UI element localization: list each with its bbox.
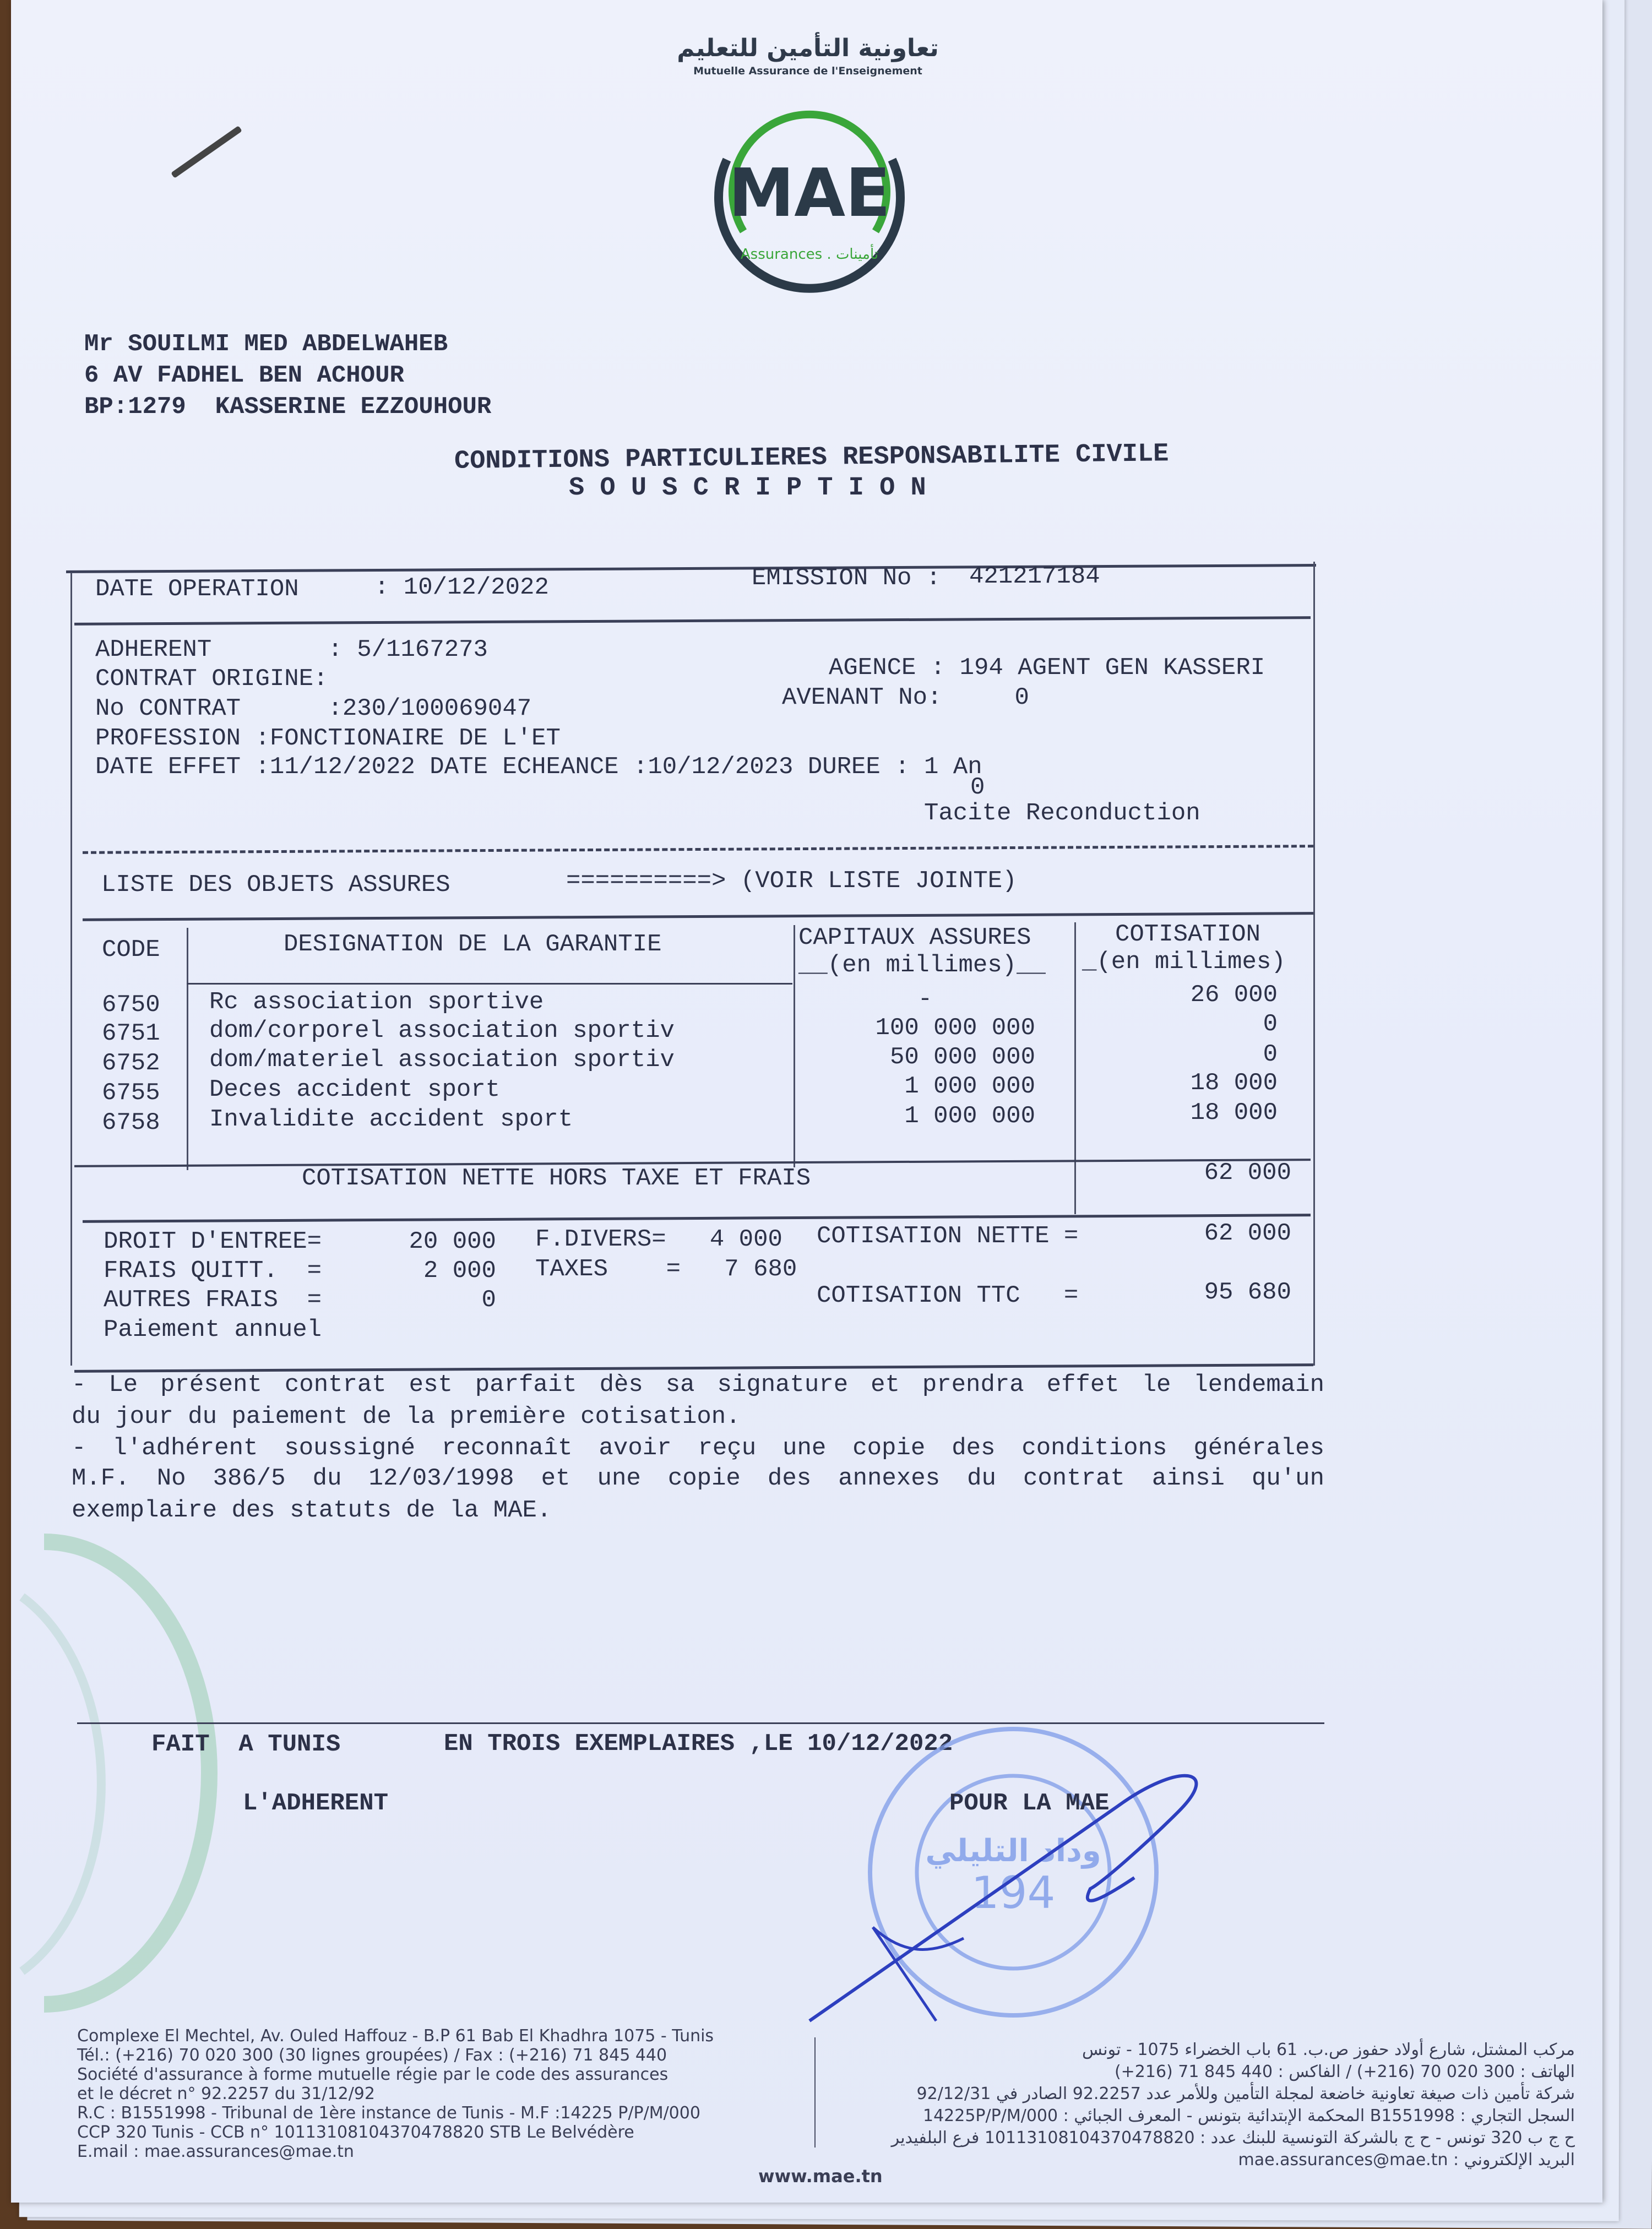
net-hors-taxe-label: COTISATION NETTE HORS TAXE ET FRAIS — [302, 1165, 811, 1192]
header-designation: DESIGNATION DE LA GARANTIE — [284, 931, 662, 958]
row-designation: Deces accident sport — [209, 1076, 501, 1103]
footer-bank-ar: ح ج ب 320 تونس - ح ج بالشركة التونسية للبنك عدد : 10113108104370478820 فرع البلفيدير — [891, 2128, 1575, 2148]
stamp-name: وداد التليلي — [925, 1833, 1101, 1869]
clause-line: M.F. No 386/5 du 12/03/1998 et une copie des annexes du contrat ainsi qu'un — [72, 1465, 1324, 1492]
objets-label: LISTE DES OBJETS ASSURES — [101, 871, 450, 899]
col-divider — [794, 925, 795, 1167]
droit-entree: DROIT D'ENTREE= 20 000 — [104, 1228, 496, 1255]
footer-legal: Société d'assurance à forme mutuelle régie par le code des assurances — [77, 2065, 669, 2084]
pour-la-mae-label: POUR LA MAE — [949, 1790, 1110, 1817]
org-name-arabic: تعاونية التأمين للتعليم — [677, 34, 939, 62]
header-cotisation: COTISATION — [1115, 921, 1261, 948]
recipient-po-box: BP:1279 KASSERINE EZZOUHOUR — [84, 393, 492, 421]
no-contrat-field: No CONTRAT :230/100069047 — [95, 695, 532, 722]
clause-line: - Le présent contrat est parfait dès sa signature et prendra effet le lendemain — [72, 1371, 1324, 1399]
recipient-address: 6 AV FADHEL BEN ACHOUR — [84, 362, 404, 389]
row-code: 6758 — [102, 1109, 160, 1137]
frais-quitt: FRAIS QUITT. = 2 000 — [104, 1257, 496, 1285]
fait-a-tunis: FAIT A TUNIS — [151, 1731, 341, 1758]
row-code: 6751 — [102, 1020, 160, 1047]
dates-field: DATE EFFET :11/12/2022 DATE ECHEANCE :10/12/2023 DUREE : 1 An — [95, 753, 982, 781]
row-cotisation: 18 000 — [1190, 1099, 1278, 1127]
clause-line: - l'adhérent soussigné reconnaît avoir reçu une copie des conditions générales — [72, 1434, 1324, 1462]
row-cotisation: 18 000 — [1190, 1069, 1278, 1097]
row-designation: dom/materiel association sportiv — [209, 1046, 675, 1074]
autres-frais: AUTRES FRAIS = 0 — [104, 1286, 496, 1314]
watermark-arcs — [11, 1531, 220, 2026]
website-link[interactable]: www.mae.tn — [758, 2166, 883, 2187]
row-capitaux: 1 000 000 — [904, 1102, 1035, 1130]
row-capitaux: 100 000 000 — [875, 1014, 1035, 1042]
row-code: 6750 — [102, 991, 160, 1019]
footer-legal-ar: شركة تأمين ذات صيغة تعاونية خاضعة لمجلة التأمين وللأمر عدد 92.2257 الصادر في 92/12/31 — [916, 2084, 1575, 2103]
header-capitaux-unit: __(en millimes)__ — [798, 952, 1046, 979]
header-code: CODE — [102, 936, 160, 964]
footer-bank: CCP 320 Tunis - CCB n° 10113108104370478820 STB Le Belvédère — [77, 2123, 634, 2142]
org-name-french: Mutuelle Assurance de l'Enseignement — [693, 65, 922, 77]
cotisation-nette-label: COTISATION NETTE = — [817, 1222, 1079, 1250]
clause-line: exemplaire des statuts de la MAE. — [72, 1497, 552, 1524]
footer-divider — [814, 2037, 816, 2148]
row-designation: dom/corporel association sportiv — [209, 1017, 675, 1045]
profession-field: PROFESSION :FONCTIONAIRE DE L'ET — [95, 725, 561, 752]
objets-value: ==========> (VOIR LISTE JOINTE) — [566, 867, 1017, 895]
footer-phone: Tél.: (+216) 70 020 300 (30 lignes groupées) / Fax : (+216) 71 845 440 — [77, 2046, 667, 2065]
row-cotisation: 0 — [1263, 1010, 1278, 1038]
recipient-name: Mr SOUILMI MED ABDELWAHEB — [84, 330, 448, 358]
agence-field: AGENCE : 194 AGENT GEN KASSERI — [829, 654, 1265, 682]
col-divider — [187, 928, 188, 1170]
footer-email: E.mail : mae.assurances@mae.tn — [77, 2142, 354, 2161]
exemplaires: EN TROIS EXEMPLAIRES ,LE 10/12/2022 — [444, 1730, 953, 1758]
avenant-field: AVENANT No: 0 — [782, 684, 1029, 711]
footer-email-ar: البريد الإلكتروني : mae.assurances@mae.tn — [1238, 2150, 1575, 2170]
row-code: 6752 — [102, 1050, 160, 1077]
footer-phone-ar: الهاتف : 300 020 70 (216+) / الفاكس : 440 845 71 (216+) — [1114, 2062, 1575, 2081]
document-title: CONDITIONS PARTICULIERES RESPONSABILITE CIVILE — [454, 439, 1169, 476]
header-cotisation-unit: _(en millimes) — [1082, 948, 1286, 976]
date-operation-value: : 10/12/2022 — [374, 574, 549, 601]
zero-value: 0 — [970, 774, 985, 801]
tacite-reconduction: Tacite Reconduction — [924, 800, 1200, 827]
net-hors-taxe-value: 62 000 — [1204, 1159, 1291, 1187]
paiement-annuel: Paiement annuel — [104, 1316, 322, 1344]
row-designation: Invalidite accident sport — [209, 1106, 573, 1133]
handwritten-signature — [793, 1746, 1245, 2032]
adherent-field: ADHERENT : 5/1167273 — [95, 636, 488, 664]
row-cotisation: 26 000 — [1190, 981, 1278, 1009]
clause-line: du jour du paiement de la première cotisation. — [72, 1403, 741, 1431]
stamp-number: 194 — [971, 1867, 1056, 1918]
logo-subtitle: Assurances . تأمينات — [740, 246, 879, 263]
frais-divers: F.DIVERS= 4 000 — [535, 1226, 782, 1253]
mae-logo — [705, 94, 914, 303]
row-capitaux: 50 000 000 — [889, 1043, 1035, 1071]
box-right-border — [1313, 562, 1315, 1366]
document-subtitle: S O U S C R I P T I O N — [569, 474, 926, 503]
cotisation-ttc-value: 95 680 — [1204, 1279, 1291, 1306]
cotisation-nette-value: 62 000 — [1204, 1220, 1291, 1247]
footer-rc-ar: السجل التجاري : B1551998 المحكمة الإبتدائية بتونس - المعرف الجبائي : 14225P/P/M/000 — [923, 2106, 1575, 2125]
header-capitaux: CAPITAUX ASSURES — [798, 924, 1031, 952]
contrat-origine-field: CONTRAT ORIGINE: — [95, 665, 328, 693]
row-designation: Rc association sportive — [209, 988, 544, 1016]
logo-text: MAE — [728, 155, 891, 232]
row-capitaux: 1 000 000 — [904, 1073, 1035, 1100]
footer-address-ar: مركب المشتل، شارع أولاد حفوز ص.ب. 61 باب الخضراء 1075 - تونس — [1082, 2040, 1575, 2059]
taxes: TAXES = 7 680 — [535, 1255, 797, 1283]
cotisation-ttc-label: COTISATION TTC = — [817, 1282, 1079, 1309]
emission-number: 421217184 — [969, 563, 1100, 590]
row-code: 6755 — [102, 1079, 160, 1107]
row-cotisation: 0 — [1263, 1041, 1278, 1068]
row-capitaux: - — [917, 986, 933, 1013]
emission-label: EMISSION No : — [752, 564, 941, 592]
adherent-signature-label: L'ADHERENT — [243, 1790, 389, 1817]
box-left-border — [70, 573, 72, 1366]
date-operation-label: DATE OPERATION — [95, 575, 299, 603]
col-divider — [1074, 922, 1076, 1214]
footer-decree: et le décret n° 92.2257 du 31/12/92 — [77, 2084, 375, 2103]
footer-address: Complexe El Mechtel, Av. Ouled Haffouz - B.P 61 Bab El Khadhra 1075 - Tunis — [77, 2026, 714, 2046]
header-underline — [187, 983, 792, 985]
footer-rc: R.C : B1551998 - Tribunal de 1ère instance de Tunis - M.F :14225 P/P/M/000 — [77, 2103, 700, 2123]
